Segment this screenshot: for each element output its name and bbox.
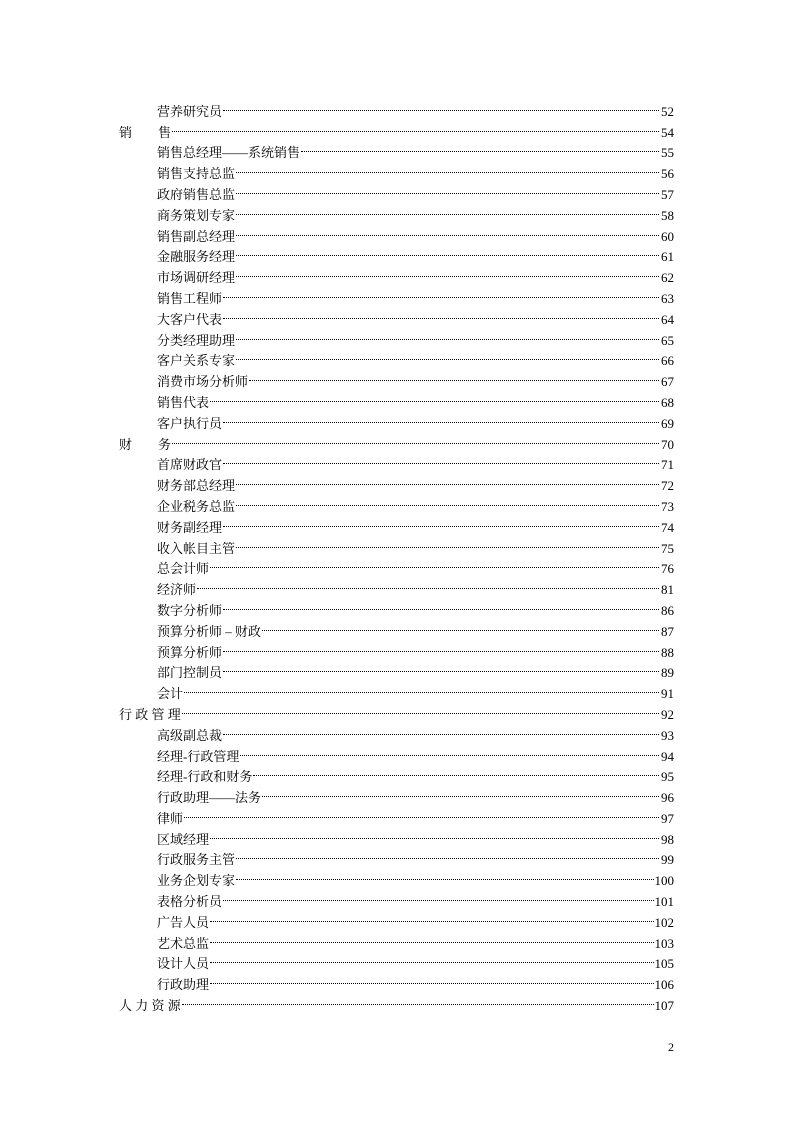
toc-entry-page: 71 <box>661 457 674 473</box>
toc-entry-title: 预算分析师 <box>157 644 223 660</box>
table-of-contents <box>119 95 674 1014</box>
toc-entry-page: 60 <box>661 228 674 244</box>
toc-entry-title: 会计 <box>157 686 184 702</box>
dot-leader <box>223 303 659 324</box>
dot-leader <box>236 864 653 885</box>
dot-leader <box>236 844 659 865</box>
toc-entry-title: 营养研究员 <box>157 103 223 119</box>
toc-entry-title: 行政服务主管 <box>157 852 236 868</box>
toc-entry-title: 客户关系专家 <box>157 353 236 369</box>
dot-leader <box>236 345 659 366</box>
toc-section-entry[interactable] <box>119 989 674 1014</box>
toc-entry-page: 64 <box>661 311 674 327</box>
toc-entry-page: 105 <box>654 956 674 972</box>
toc-entry-page: 101 <box>654 894 674 910</box>
toc-entry-page: 93 <box>661 727 674 743</box>
dot-leader <box>301 137 659 158</box>
dot-leader <box>223 636 659 657</box>
toc-entry-page: 92 <box>661 706 674 722</box>
toc-entry-page: 73 <box>661 498 674 514</box>
toc-entry-page: 72 <box>661 478 674 494</box>
dot-leader <box>236 324 659 345</box>
dot-leader <box>210 927 653 948</box>
toc-entry-title: 经理-行政管理 <box>157 748 240 764</box>
toc-entry-page: 61 <box>661 249 674 265</box>
toc-entry-page: 54 <box>661 124 674 140</box>
toc-entry-title: 销 售 <box>119 124 172 140</box>
toc-entry-page: 99 <box>661 852 674 868</box>
toc-entry-title: 高级副总裁 <box>157 727 223 743</box>
dot-leader <box>236 178 659 199</box>
toc-entry[interactable] <box>119 677 674 702</box>
toc-entry-page: 106 <box>654 977 674 993</box>
toc-entry-title: 分类经理助理 <box>157 332 236 348</box>
dot-leader <box>223 719 659 740</box>
toc-entry-title: 财 务 <box>119 436 172 452</box>
dot-leader <box>210 968 653 989</box>
dot-leader <box>236 490 659 511</box>
dot-leader <box>236 532 659 553</box>
toc-entry-page: 100 <box>654 873 674 889</box>
toc-entry-title: 数字分析师 <box>157 602 223 618</box>
toc-entry-title: 艺术总监 <box>157 935 210 951</box>
toc-entry-title: 收入帐目主管 <box>157 540 236 556</box>
toc-entry-page: 81 <box>661 582 674 598</box>
toc-entry-page: 67 <box>661 374 674 390</box>
dot-leader <box>236 220 659 241</box>
toc-entry-title: 业务企划专家 <box>157 873 236 889</box>
dot-leader <box>240 740 659 761</box>
toc-entry-page: 63 <box>661 290 674 306</box>
toc-entry-title: 销售代表 <box>157 394 210 410</box>
toc-entry-page: 69 <box>661 415 674 431</box>
toc-section-entry[interactable] <box>119 116 674 140</box>
dot-leader <box>210 948 653 969</box>
toc-entry-page: 87 <box>661 623 674 639</box>
toc-entry-title: 市场调研经理 <box>157 270 236 286</box>
toc-entry-title: 商务策划专家 <box>157 207 236 223</box>
toc-entry-page: 97 <box>661 810 674 826</box>
toc-entry-page: 96 <box>661 790 674 806</box>
dot-leader <box>223 282 659 303</box>
toc-entry-title: 销售工程师 <box>157 290 223 306</box>
toc-entry[interactable] <box>119 573 674 598</box>
toc-entry-title: 消费市场分析师 <box>157 374 249 390</box>
toc-entry-title: 部门控制员 <box>157 665 223 681</box>
toc-section-entry[interactable] <box>119 698 674 722</box>
toc-entry-page: 95 <box>661 769 674 785</box>
toc-entry-title: 表格分析员 <box>157 894 223 910</box>
dot-leader <box>236 261 659 282</box>
toc-entry-page: 70 <box>661 436 674 452</box>
toc-entry-title: 销售总经理——系统销售 <box>157 145 301 161</box>
toc-entry-title: 首席财政官 <box>157 457 223 473</box>
toc-entry-title: 财务副经理 <box>157 519 223 535</box>
toc-entry-title: 行政助理——法务 <box>157 790 262 806</box>
dot-leader <box>223 885 653 906</box>
toc-entry-page: 89 <box>661 665 674 681</box>
toc-entry[interactable] <box>119 95 674 119</box>
toc-entry-page: 65 <box>661 332 674 348</box>
dot-leader <box>262 615 659 636</box>
dot-leader <box>236 241 659 262</box>
dot-leader <box>184 802 659 823</box>
dot-leader <box>223 657 659 678</box>
dot-leader <box>249 365 659 386</box>
toc-entry-title: 经理-行政和财务 <box>157 769 253 785</box>
dot-leader <box>262 781 659 802</box>
toc-entry-title: 律师 <box>157 810 184 826</box>
toc-entry-page: 68 <box>661 394 674 410</box>
dot-leader <box>210 906 653 927</box>
dot-leader <box>184 677 659 698</box>
toc-entry-page: 55 <box>661 145 674 161</box>
toc-entry-title: 大客户代表 <box>157 311 223 327</box>
toc-entry-page: 62 <box>661 270 674 286</box>
toc-entry-title: 行 政 管 理 <box>119 706 181 722</box>
dot-leader <box>197 573 659 594</box>
dot-leader <box>210 553 659 574</box>
toc-entry[interactable] <box>119 137 674 161</box>
toc-entry-title: 人 力 资 源 <box>119 998 181 1014</box>
toc-entry-title: 区域经理 <box>157 831 210 847</box>
toc-entry-title: 销售副总经理 <box>157 228 236 244</box>
toc-entry[interactable] <box>119 719 674 743</box>
dot-leader <box>172 428 659 449</box>
toc-entry-page: 75 <box>661 540 674 556</box>
toc-entry-title: 预算分析师 – 财政 <box>157 623 262 639</box>
toc-entry-page: 66 <box>661 353 674 369</box>
toc-entry-page: 58 <box>661 207 674 223</box>
dot-leader <box>236 469 659 490</box>
dot-leader <box>253 761 659 782</box>
dot-leader <box>210 823 659 844</box>
toc-entry-title: 客户执行员 <box>157 415 223 431</box>
dot-leader <box>223 95 659 116</box>
dot-leader <box>223 594 659 615</box>
toc-entry-page: 74 <box>661 519 674 535</box>
toc-entry-page: 86 <box>661 602 674 618</box>
dot-leader <box>182 698 659 719</box>
toc-entry-title: 金融服务经理 <box>157 249 236 265</box>
toc-entry-title: 企业税务总监 <box>157 498 236 514</box>
toc-entry-title: 广告人员 <box>157 914 210 930</box>
dot-leader <box>236 199 659 220</box>
toc-entry-title: 销售支持总监 <box>157 166 236 182</box>
toc-entry-title: 行政助理 <box>157 977 210 993</box>
dot-leader <box>223 449 659 470</box>
toc-entry[interactable] <box>119 802 674 826</box>
toc-entry-page: 56 <box>661 166 674 182</box>
toc-section-entry[interactable] <box>119 428 674 452</box>
toc-entry-page: 88 <box>661 644 674 660</box>
dot-leader <box>236 157 659 178</box>
toc-entry-page: 52 <box>661 103 674 119</box>
toc-entry-page: 94 <box>661 748 674 764</box>
toc-entry-page: 107 <box>654 998 674 1014</box>
page-number: 2 <box>668 1040 674 1054</box>
toc-entry-title: 政府销售总监 <box>157 186 236 202</box>
toc-entry-title: 总会计师 <box>157 561 210 577</box>
toc-entry-page: 102 <box>654 914 674 930</box>
dot-leader <box>210 386 659 407</box>
toc-entry-title: 经济师 <box>157 582 197 598</box>
toc-entry-page: 98 <box>661 831 674 847</box>
dot-leader <box>182 989 654 1010</box>
toc-entry-page: 57 <box>661 186 674 202</box>
toc-entry[interactable] <box>119 823 674 847</box>
dot-leader <box>223 407 659 428</box>
toc-entry[interactable] <box>119 594 674 618</box>
toc-entry-page: 76 <box>661 561 674 577</box>
toc-entry-title: 设计人员 <box>157 956 210 972</box>
dot-leader <box>172 116 659 137</box>
toc-entry-page: 103 <box>654 935 674 951</box>
toc-entry-page: 91 <box>661 686 674 702</box>
dot-leader <box>223 511 659 532</box>
toc-entry-title: 财务部总经理 <box>157 478 236 494</box>
toc-entry[interactable] <box>119 449 674 473</box>
